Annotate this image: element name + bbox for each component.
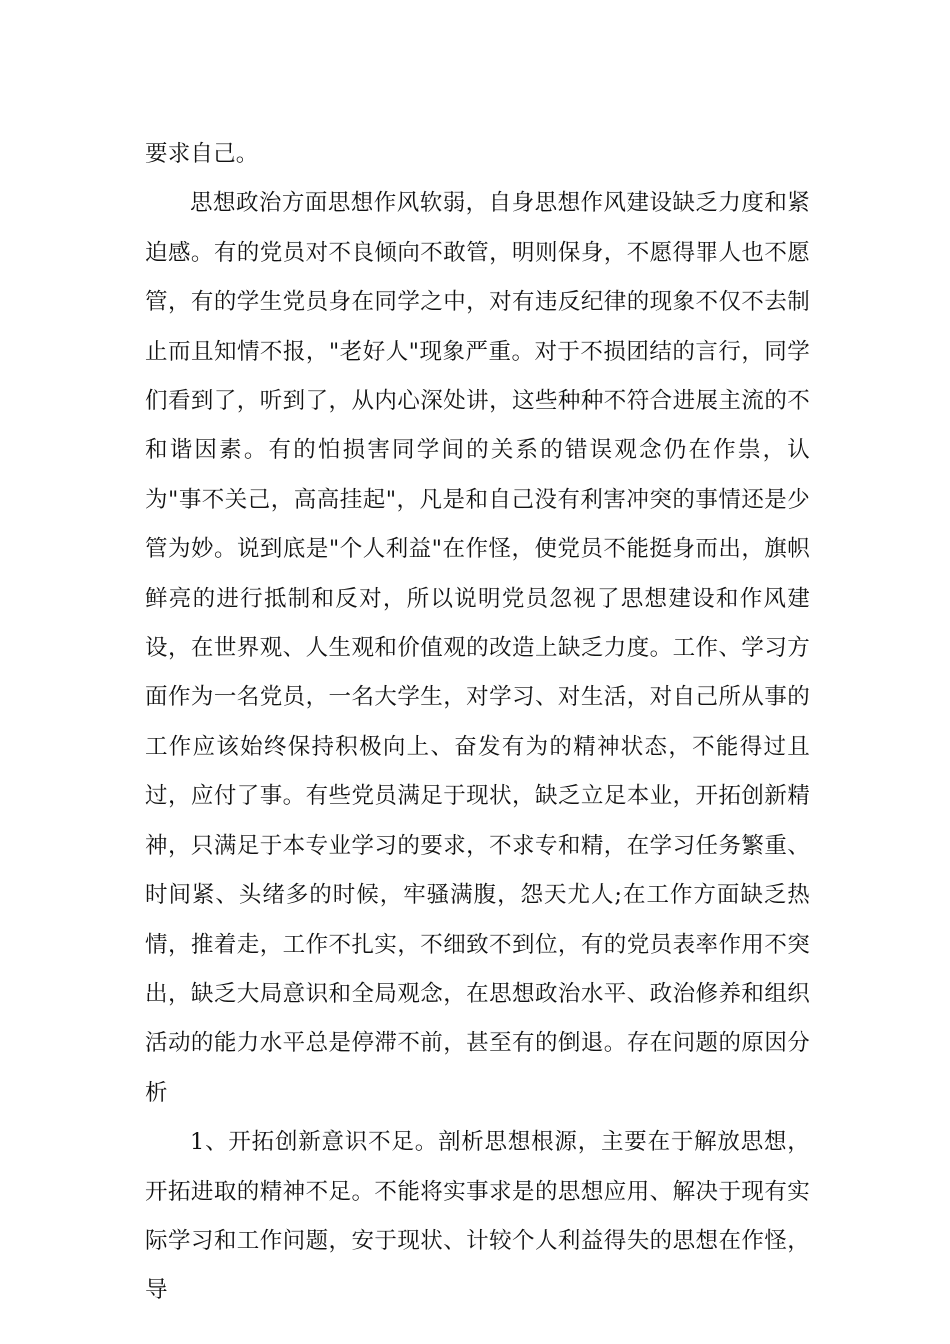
document-body — [145, 130, 810, 1316]
paragraph-3: 1、开拓创新意识不足。剖析思想根源，主要在于解放思想，开拓进取的精神不足。不能将实事求是的思想应用、解决于现有实际学习和工作问题，安于现状、计较个人利益得失的思想在作怪，导 — [145, 1129, 810, 1304]
paragraph-2: 思想政治方面思想作风软弱，自身思想作风建设缺乏力度和紧迫感。有的党员对不良倾向不敢管，明则保身，不愿得罪人也不愿管，有的学生党员身在同学之中，对有违反纪律的现象不仅不去制止而且知情不报，"老好人"现象严重。对于不损团结的言行，同学们看到了，听到了，从内心深处讲，这些种种不符合进展主流的不和谐因素。有的怕损害同学间的关系的错误观念仍在作祟，认为"事不关己，高高挂起"，凡是和自己没有利害冲突的事情还是少管为妙。说到底是"个人利益"在作怪，使党员不能挺身而出，旗帜鲜亮的进行抵制和反对，所以说明党员忽视了思想建设和作风建设，在世界观、人生观和价值观的改造上缺乏力度。工作、学习方面作为一名党员，一名大学生，对学习、对生活，对自己所从事的工作应该始终保持积极向上、奋发有为的精神状态，不能得过且过，应付了事。有些党员满足于现状，缺乏立足本业，开拓创新精神，只满足于本专业学习的要求，不求专和精，在学习任务繁重、时间紧、头绪多的时候，牢骚满腹，怨天尤人;在工作方面缺乏热情，推着走，工作不扎实，不细致不到位，有的党员表率作用不突出，缺乏大局意识和全局观念，在思想政治水平、政治修养和组织活动的能力水平总是停滞不前，甚至有的倒退。存在问题的原因分析 — [145, 190, 810, 1106]
paragraph-1: 要求自己。 — [145, 141, 259, 167]
